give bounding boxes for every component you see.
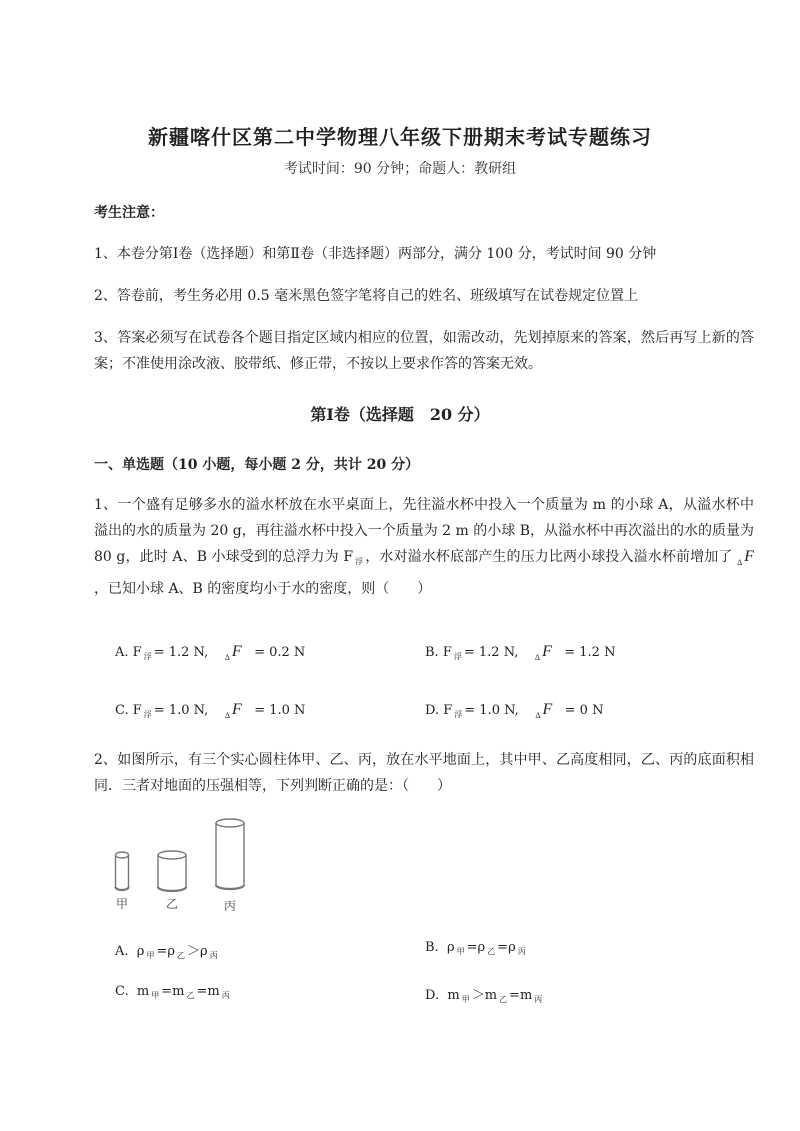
q2-option-b[interactable]: B. ρ $_甲$ =ρ $_乙$ =ρ $_丙$	[425, 940, 526, 956]
part-heading: 一、单选题（10 小题，每小题 2 分，共计 20 分）	[94, 457, 420, 473]
q2-option-a[interactable]: A. ρ $_甲$ =ρ $_乙$ ＞ρ $_丙$	[115, 944, 218, 960]
notice-item-3: 3、答案必须写在试卷各个题目指定区域内相应的位置，如需改动，先划掉原来的答案，然后再写上新的答案；不准使用涂改液、胶带纸、修正带，不按以上要求作答的答案无效。	[94, 330, 754, 372]
q1-option-c[interactable]: C. F $_浮$ = 1.0 N, $_\Delta$ F = 1.0 N	[115, 701, 306, 720]
q1-option-b[interactable]: B. F $_浮$ = 1.2 N, $_\Delta$ F = 1.2 N	[425, 643, 616, 662]
exam-title: 新疆喀什区第二中学物理八年级下册期末考试专题练习	[148, 125, 652, 149]
q1-delta-f: $_\Delta$ F	[737, 548, 754, 567]
question-1-text	[94, 492, 754, 602]
notice-item-2: 2、答卷前，考生务必用 0.5 毫米黑色签字笔将自己的姓名、班级填写在试卷规定位置上	[94, 288, 639, 304]
label-bing: 丙	[224, 899, 237, 913]
cylinders-figure	[108, 815, 258, 915]
q2-option-c[interactable]: C. m $_甲$ =m $_乙$ =m $_丙$	[115, 984, 230, 1000]
q2-option-d[interactable]: D. m $_甲$ ＞m $_乙$ =m $_丙$	[425, 988, 543, 1004]
q1-end: ，已知小球 A、B 的密度均小于水的密度，则（ ）	[94, 581, 432, 597]
section-title: 第Ⅰ卷（选择题 20 分）	[310, 405, 490, 424]
notice-item-1: 1、本卷分第Ⅰ卷（选择题）和第Ⅱ卷（非选择题）两部分，满分 100 分，考试时间 90 分钟	[94, 246, 657, 262]
exam-subtitle: 考试时间：90 分钟；命题人：教研组	[283, 161, 517, 177]
label-jia: 甲	[116, 897, 129, 911]
q1-rest: ，水对溢水杯底部产生的压力比两小球投入溢水杯前增加了	[365, 549, 733, 565]
label-yi: 乙	[166, 897, 179, 911]
q1-option-d[interactable]: D. F $_浮$ = 1.0 N, $_\Delta$ F = 0 N	[425, 701, 604, 720]
question-2-text: 2、如图所示，有三个实心圆柱体甲、乙、丙，放在水平地面上，其中甲、乙高度相同，乙、丙的底面积相同．三者对地面的压强相等，下列判断正确的是：（ ）	[94, 752, 754, 794]
q1-main: 1、一个盛有足够多水的溢水杯放在水平桌面上，先往溢水杯中投入一个质量为 m 的小球 A，从溢水杯中溢出的水的质量为 20 g，再往溢水杯中投入一个质量为 2 m 的小球 B，从溢水杯中再次溢出的水的质量为 80 g，此时 A、B 小球受到的总浮力为 F	[94, 497, 754, 565]
q1-option-a[interactable]: A. F $_浮$ = 1.2 N, $_\Delta$ F = 0.2 N	[115, 643, 306, 662]
notice-heading: 考生注意：	[94, 205, 164, 221]
q1-fsub: 浮	[355, 557, 364, 566]
